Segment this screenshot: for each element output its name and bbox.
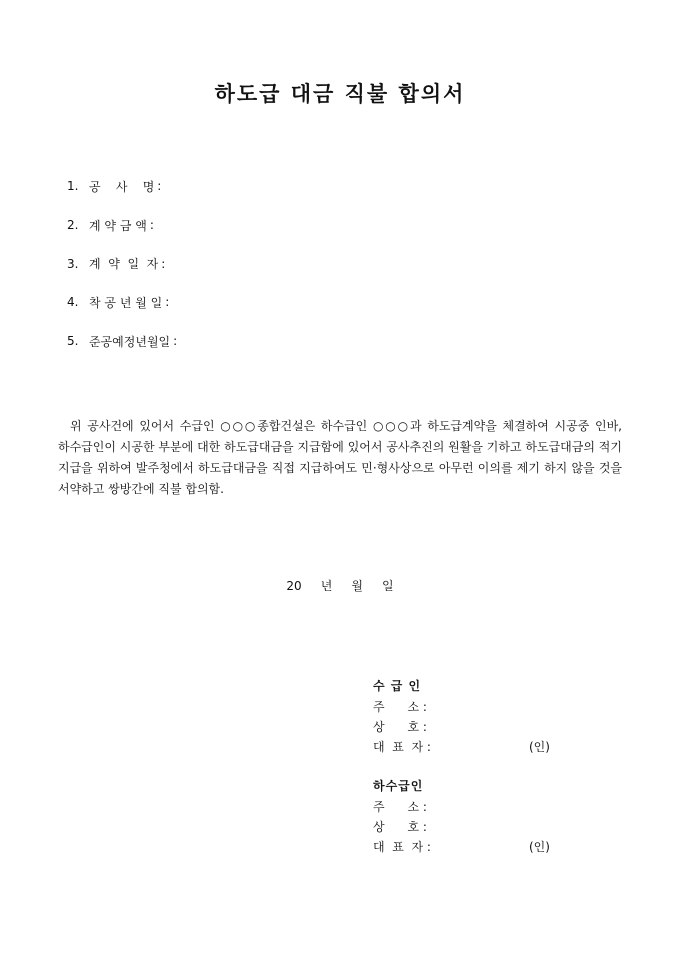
item-number: 3.	[67, 256, 79, 271]
item-colon: :	[149, 218, 154, 233]
item-label: 착 공 년 월 일	[89, 295, 163, 310]
item-colon: :	[161, 256, 166, 271]
contractor-address-row	[373, 697, 550, 717]
subcontractor-address-row	[373, 797, 550, 817]
item-contract-date	[67, 244, 177, 283]
item-contract-amount	[67, 206, 177, 245]
subcontractor-company-row	[373, 817, 550, 837]
item-colon: :	[157, 179, 162, 194]
item-start-date	[67, 283, 177, 322]
item-colon: :	[173, 334, 178, 349]
contractor-company-row	[373, 717, 550, 737]
item-label: 공 사 명	[89, 179, 155, 194]
address-label: 주 소 :	[373, 800, 427, 814]
subcontractor-rep-row	[373, 837, 550, 857]
company-label: 상 호 :	[373, 720, 427, 734]
representative-label: 대 표 자 :	[373, 740, 431, 754]
company-label: 상 호 :	[373, 820, 427, 834]
item-construction-name	[67, 167, 177, 206]
item-label: 계 약 일 자	[89, 257, 159, 272]
agreement-date: 20 년 월 일	[286, 579, 394, 593]
seal-mark: (인)	[529, 740, 550, 754]
address-label: 주 소 :	[373, 700, 427, 714]
contractor-block	[373, 676, 550, 757]
item-number: 2.	[67, 218, 79, 233]
item-number: 4.	[67, 295, 79, 310]
item-number: 5.	[67, 334, 79, 349]
contractor-rep-row	[373, 737, 550, 757]
subcontractor-block	[373, 776, 550, 857]
contract-info-list	[67, 167, 177, 360]
subcontractor-heading: 하수급인	[373, 779, 424, 793]
contractor-heading: 수 급 인	[373, 679, 422, 693]
agreement-body: 위 공사건에 있어서 수급인 ○○○종합건설은 하수급인 ○○○과 하도급계약을 체결하여 시공중 인바, 하수급인이 시공한 부분에 대한 하도급대금을 지급함에 있어서 공사추진의 원활을 기하고 하도급대금의 적기 지급을 위하여 발주청에서 하도급대금을 직접 지급하여도 민·형사상으로 아무런 이의를 제기 하지 않을 것을 서약하고 쌍방간에 직불 합의함.	[58, 419, 622, 496]
item-completion-date	[67, 322, 177, 361]
item-colon: :	[165, 295, 170, 310]
representative-label: 대 표 자 :	[373, 840, 431, 854]
item-number: 1.	[67, 179, 79, 194]
item-label: 계 약 금 액	[89, 218, 147, 233]
item-label: 준공예정년월일	[89, 334, 171, 349]
seal-mark: (인)	[529, 840, 550, 854]
document-title: 하도급 대금 직불 합의서	[214, 81, 466, 106]
